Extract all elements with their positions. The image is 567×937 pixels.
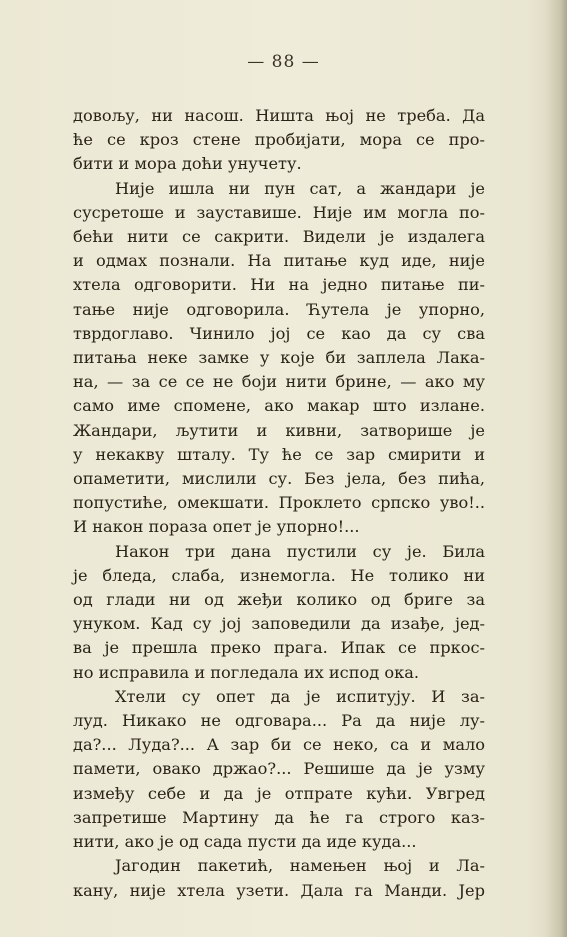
text-line: и одмах познали. На питање куд иде, није <box>73 251 485 271</box>
text-line: од глади ни од жеђи колико од бриге за <box>73 590 485 610</box>
text-line: ће се кроз стене пробијати, мора се про- <box>73 130 485 150</box>
text-line: бећи нити се сакрити. Видели је издалега <box>73 227 485 247</box>
text-line: нити, ако је од сада пусти да иде куда... <box>73 832 417 852</box>
text-line: ва је прешла преко прага. Ипак се пркос- <box>73 638 485 658</box>
text-line: запретише Мартину да ће га строго каз- <box>73 807 485 827</box>
text-line: питања неке замке у које би заплела Лака- <box>73 348 485 368</box>
text-line: сусретоше и зауставише. Није им могла по- <box>73 202 485 222</box>
text-line: бити и мора доћи унучету. <box>73 154 302 174</box>
text-line: памети, овако држао?... Решише да је узму <box>73 759 485 779</box>
text-line: Жандари, љутити и кивни, затворише је <box>73 420 485 440</box>
text-line: у некакву шталу. Ту ће се зар смирити и <box>73 444 485 464</box>
page-number: — 88 — <box>247 52 320 72</box>
text-line: луд. Никако не одговара... Ра да није лу- <box>73 711 485 731</box>
text-line: је бледа, слаба, изнемогла. Не толико ни <box>73 565 485 585</box>
text-line: попустиће, омекшати. Проклето српско уво!.. <box>73 493 485 513</box>
text-line: Након три дана пустили су је. Била <box>115 541 485 561</box>
text-line: на, — за се се не боји нити брине, — ако му <box>73 372 485 392</box>
text-line: Јагодин пакетић, намењен њој и Ла- <box>115 856 485 876</box>
text-line: само име спомене, ако макар што излане. <box>73 396 485 416</box>
text-line: И након пораза опет је упорно!... <box>73 517 360 537</box>
text-line: хтела одговорити. Ни на једно питање пи- <box>73 275 485 295</box>
text-line: но исправила и погледала их испод ока. <box>73 662 420 682</box>
text-line: између себе и да је отпрате кући. Увгред <box>73 783 485 803</box>
text-line: кану, није хтела узети. Дала га Манди. Јер <box>73 880 485 900</box>
text-line: унуком. Кад су јој заповедили да изађе, јед- <box>73 614 485 634</box>
text-line: Није ишла ни пун сат, а жандари је <box>115 178 485 198</box>
body-text <box>73 104 485 903</box>
text-line: Хтели су опет да је испитују. И за- <box>115 686 485 706</box>
text-line: тврдоглаво. Чинило јој се као да су сва <box>73 323 485 343</box>
text-line: да?... Луда?... А зар би се неко, са и мало <box>73 735 485 755</box>
text-line: тање није одговорила. Ћутела је упорно, <box>73 299 485 319</box>
text-line: опаметити, мислили су. Без јела, без пића, <box>73 469 485 489</box>
text-line: довољу, ни насош. Ништа њој не треба. Да <box>73 106 485 125</box>
page-edge-shadow <box>545 0 567 937</box>
